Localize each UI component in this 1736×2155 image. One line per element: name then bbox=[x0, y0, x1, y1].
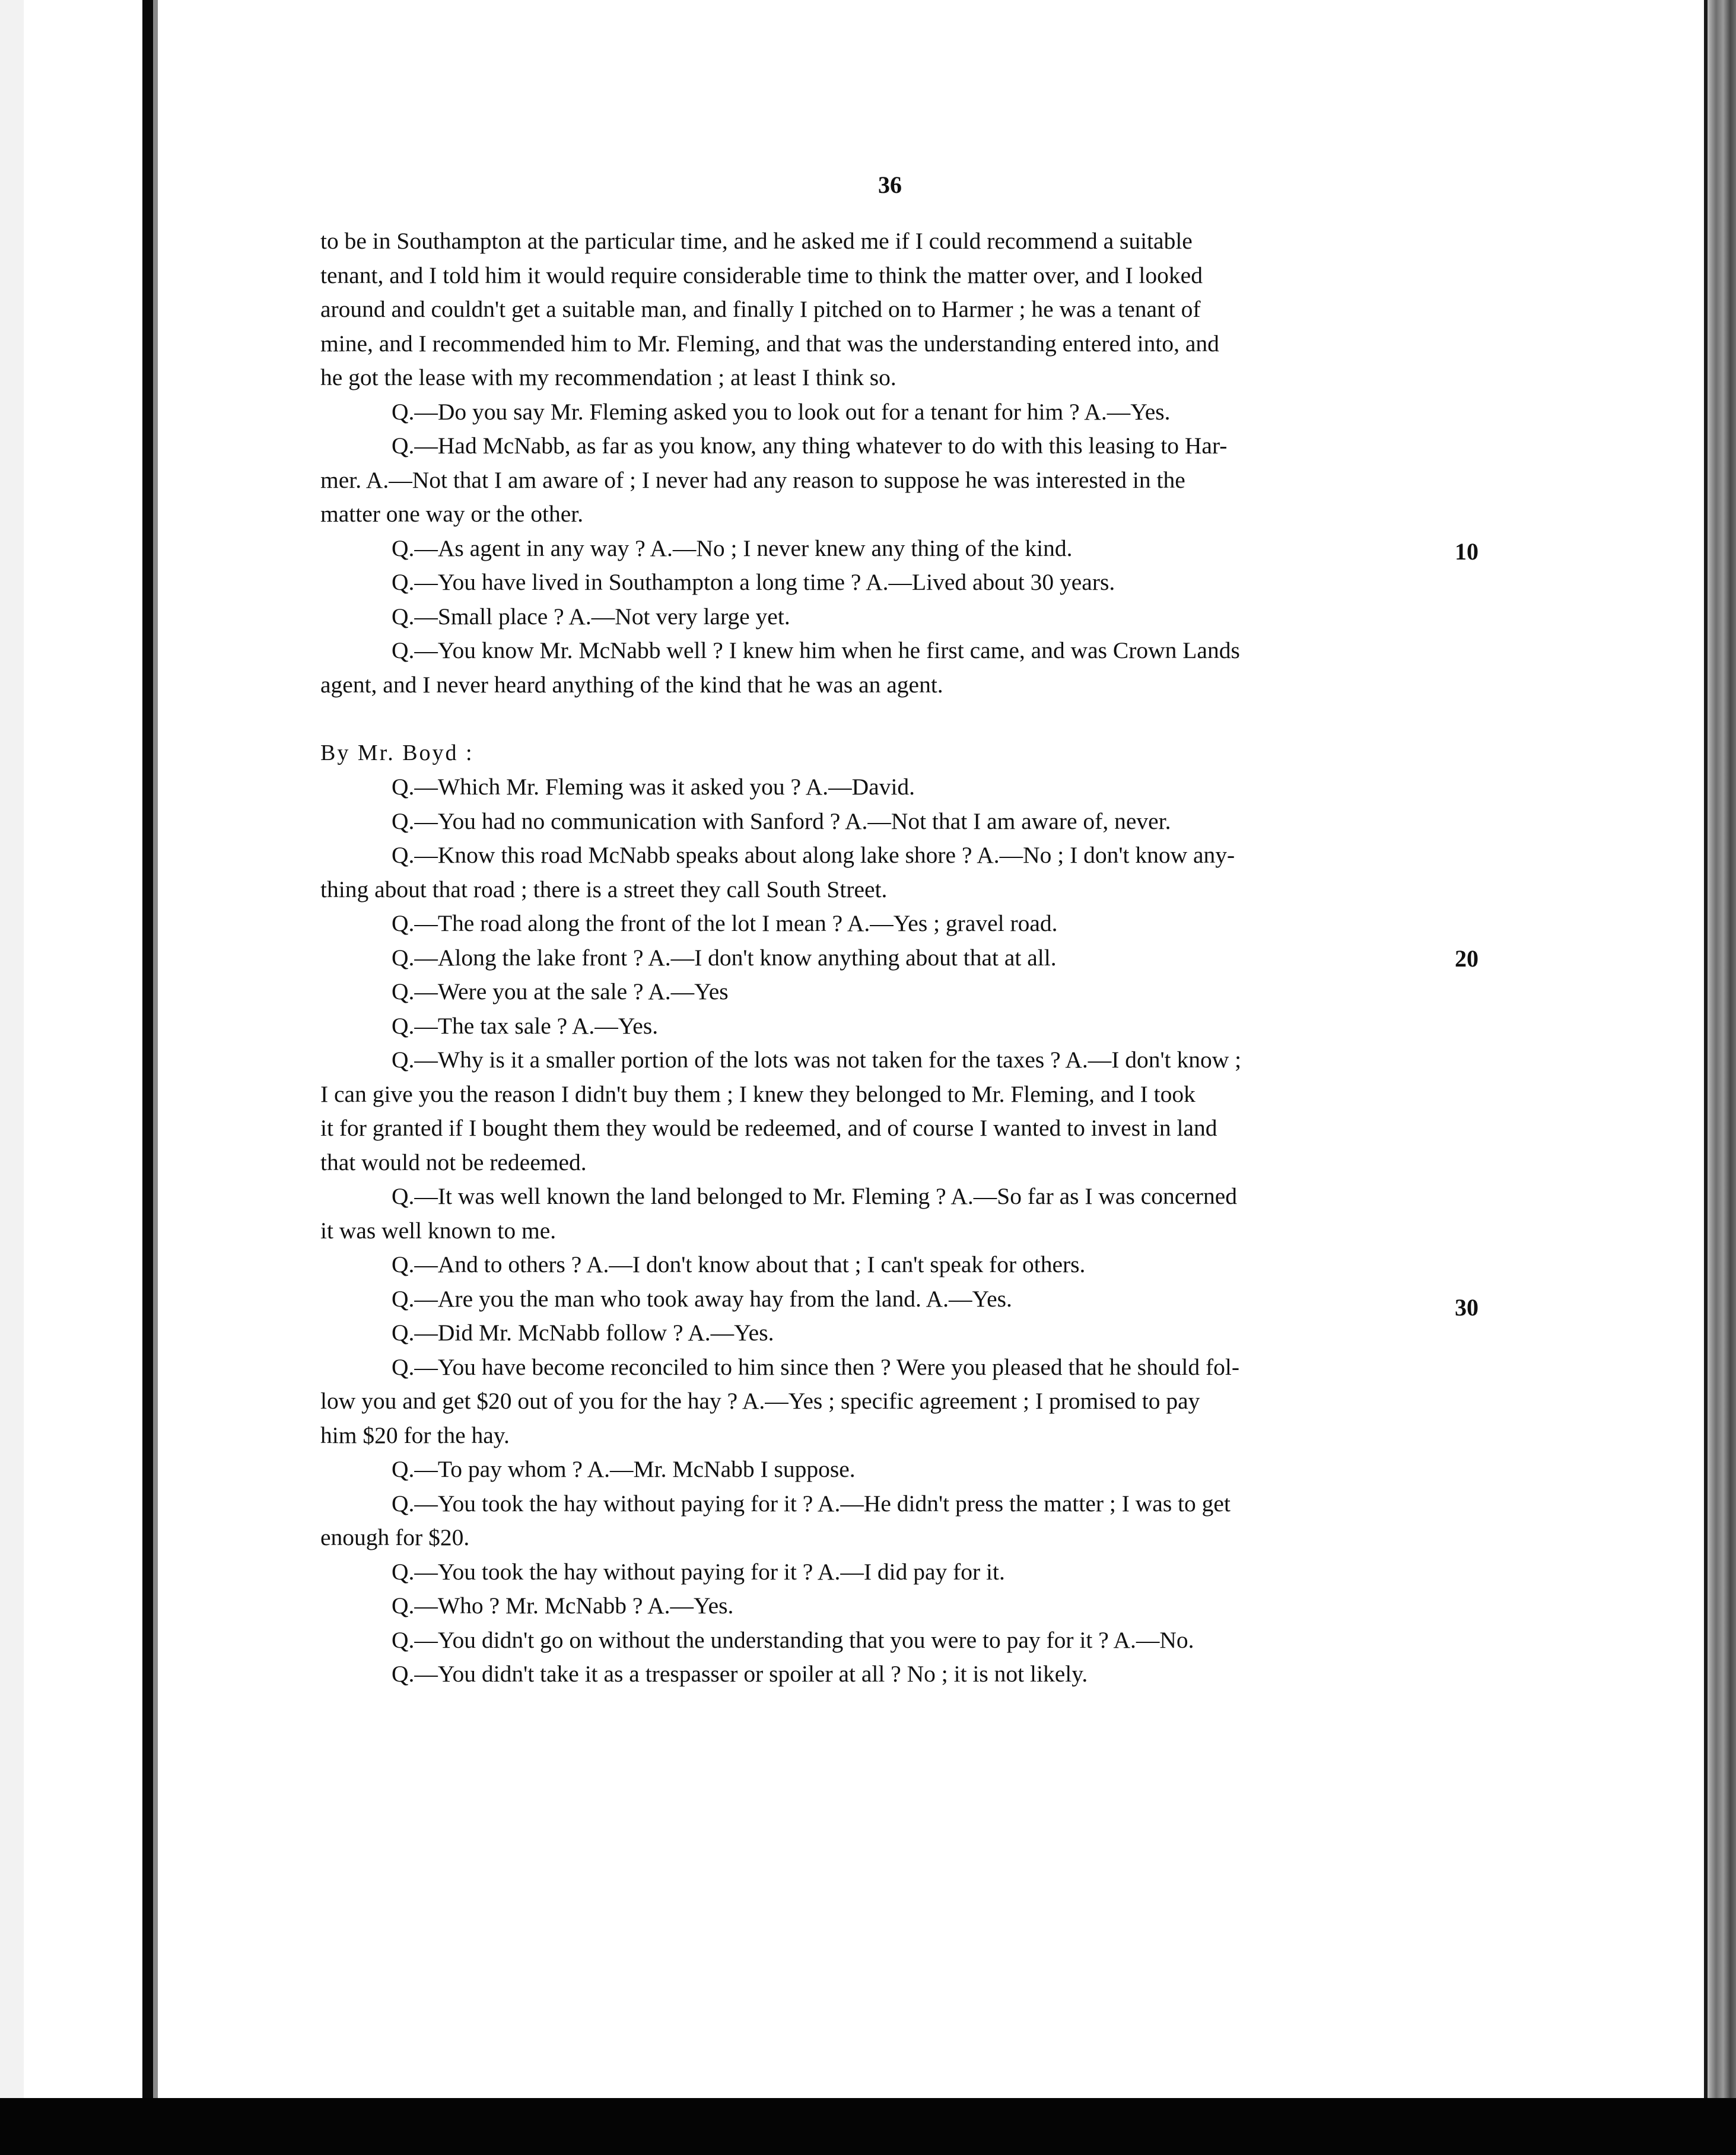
text-line: that would not be redeemed. bbox=[320, 1149, 587, 1175]
text-line: tenant, and I told him it would require considerable time to think the matter over, and I looked bbox=[320, 262, 1203, 288]
question-line: Q.—You took the hay without paying for it ? A.—I did pay for it. bbox=[392, 1558, 1005, 1585]
page-number: 36 bbox=[878, 171, 902, 198]
question-line: Q.—Along the lake front ? A.—I don't know anything about that at all. bbox=[392, 944, 1057, 971]
question-line: Q.—Were you at the sale ? A.—Yes bbox=[392, 978, 729, 1005]
question-line: Q.—You have lived in Southampton a long time ? A.—Lived about 30 years. bbox=[392, 569, 1115, 595]
scan-bottom-border bbox=[0, 2098, 1736, 2155]
question-line: Q.—Know this road McNabb speaks about along lake shore ? A.—No ; I don't know any- bbox=[392, 842, 1235, 868]
text-line: thing about that road ; there is a street they call South Street. bbox=[320, 876, 888, 902]
margin-line-number-10: 10 bbox=[1455, 538, 1479, 565]
scan-left-margin bbox=[0, 0, 24, 2155]
text-line: he got the lease with my recommendation ; at least I think so. bbox=[320, 364, 896, 390]
question-line: Q.—Did Mr. McNabb follow ? A.—Yes. bbox=[392, 1320, 774, 1346]
question-line: Q.—The tax sale ? A.—Yes. bbox=[392, 1012, 659, 1039]
margin-line-number-20: 20 bbox=[1455, 945, 1479, 972]
question-line: Q.—You didn't go on without the understanding that you were to pay for it ? A.—No. bbox=[392, 1626, 1194, 1653]
question-line: Q.—Which Mr. Fleming was it asked you ? A.—David. bbox=[392, 774, 915, 800]
margin-line-number-30: 30 bbox=[1455, 1294, 1479, 1321]
section-heading: By Mr. Boyd : bbox=[320, 740, 474, 765]
question-line: Q.—You have become reconciled to him since then ? Were you pleased that he should fol- bbox=[392, 1353, 1240, 1380]
text-line: enough for $20. bbox=[320, 1524, 470, 1550]
binding-shadow bbox=[153, 0, 158, 2106]
question-line: Q.—You took the hay without paying for it ? A.—He didn't press the matter ; I was to get bbox=[392, 1490, 1231, 1517]
text-line: to be in Southampton at the particular time, and he asked me if I could recommend a suitable bbox=[320, 228, 1193, 254]
binding-edge-line bbox=[142, 0, 153, 2106]
testimony-text bbox=[320, 224, 1448, 1692]
text-line: low you and get $20 out of you for the hay ? A.—Yes ; specific agreement ; I promised to pay bbox=[320, 1388, 1200, 1414]
page-edge-shadow bbox=[1708, 0, 1736, 2106]
question-line: Q.—You didn't take it as a trespasser or spoiler at all ? No ; it is not likely. bbox=[392, 1661, 1088, 1687]
question-line: Q.—You had no communication with Sanford ? A.—Not that I am aware of, never. bbox=[392, 808, 1171, 834]
text-line: around and couldn't get a suitable man, and finally I pitched on to Harmer ; he was a tenant of bbox=[320, 296, 1201, 322]
question-line: Q.—The road along the front of the lot I mean ? A.—Yes ; gravel road. bbox=[392, 910, 1058, 936]
text-line: matter one way or the other. bbox=[320, 501, 584, 527]
question-line: Q.—To pay whom ? A.—Mr. McNabb I suppose. bbox=[392, 1456, 856, 1482]
question-line: Q.—As agent in any way ? A.—No ; I never knew any thing of the kind. bbox=[392, 535, 1073, 561]
text-line: it was well known to me. bbox=[320, 1217, 557, 1244]
text-line: it for granted if I bought them they would be redeemed, and of course I wanted to invest in land bbox=[320, 1115, 1217, 1141]
text-line: agent, and I never heard anything of the kind that he was an agent. bbox=[320, 671, 943, 698]
question-line: Q.—It was well known the land belonged to Mr. Fleming ? A.—So far as I was concerned bbox=[392, 1183, 1237, 1209]
question-line: Q.—Do you say Mr. Fleming asked you to look out for a tenant for him ? A.—Yes. bbox=[392, 398, 1171, 425]
section-gap bbox=[320, 702, 1448, 736]
question-line: Q.—You know Mr. McNabb well ? I knew him when he first came, and was Crown Lands bbox=[392, 637, 1240, 663]
text-line: him $20 for the hay. bbox=[320, 1422, 510, 1448]
question-line: Q.—Why is it a smaller portion of the lots was not taken for the taxes ? A.—I don't know ; bbox=[392, 1047, 1242, 1073]
text-line: I can give you the reason I didn't buy them ; I knew they belonged to Mr. Fleming, and I took bbox=[320, 1080, 1196, 1107]
question-line: Q.—Small place ? A.—Not very large yet. bbox=[392, 603, 790, 630]
question-line: Q.—And to others ? A.—I don't know about that ; I can't speak for others. bbox=[392, 1251, 1086, 1277]
text-line: mer. A.—Not that I am aware of ; I never had any reason to suppose he was interested in the bbox=[320, 466, 1185, 493]
question-line: Q.—Are you the man who took away hay from the land. A.—Yes. bbox=[392, 1285, 1012, 1312]
question-line: Q.—Who ? Mr. McNabb ? A.—Yes. bbox=[392, 1593, 734, 1619]
text-line: mine, and I recommended him to Mr. Fleming, and that was the understanding entered into, and bbox=[320, 330, 1219, 357]
question-line: Q.—Had McNabb, as far as you know, any thing whatever to do with this leasing to Har- bbox=[392, 433, 1228, 459]
